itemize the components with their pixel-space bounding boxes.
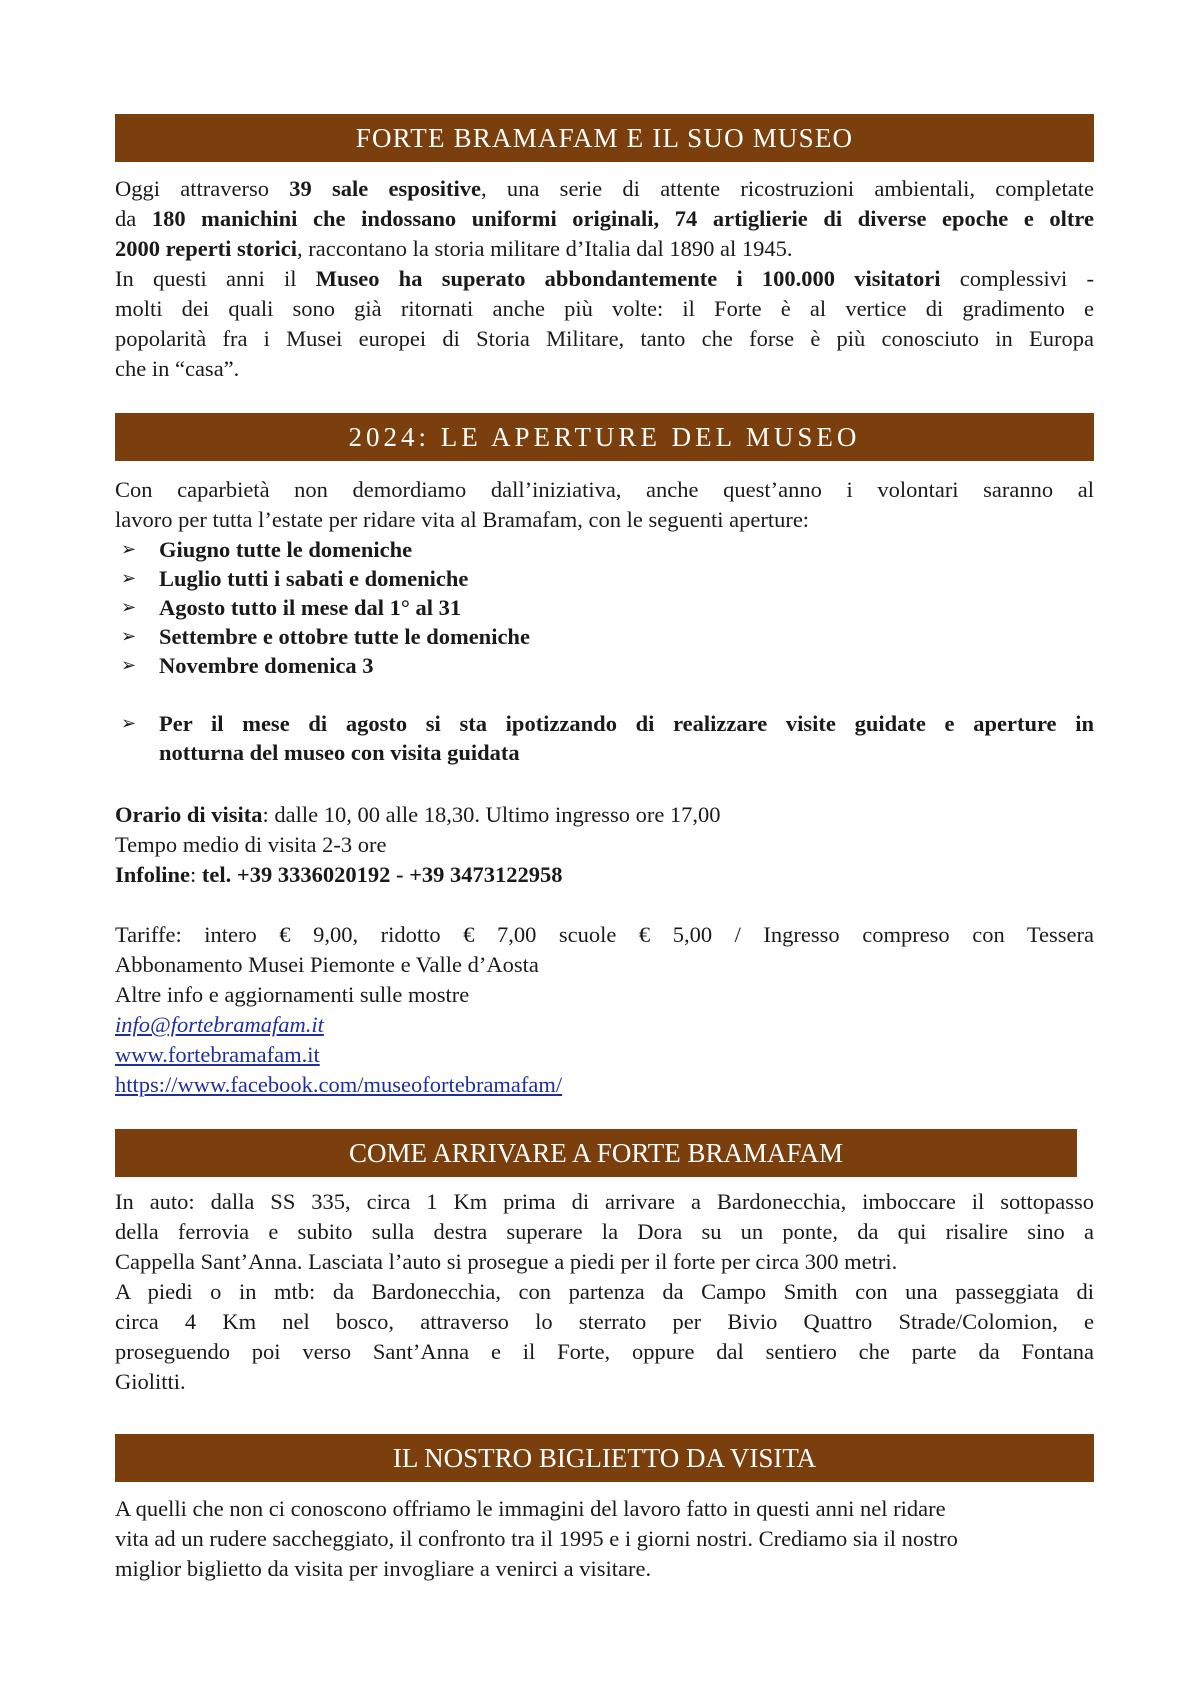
arrow-bullet-icon: ➢ — [121, 713, 137, 734]
openings-section — [115, 475, 1094, 767]
section-title: 2024: LE APERTURE DEL MUSEO — [348, 421, 861, 452]
website-link[interactable]: www.fortebramafam.it — [115, 1042, 320, 1067]
infoline-label: Infoline — [115, 862, 191, 887]
email-link[interactable]: info@fortebramafam.it — [115, 1012, 324, 1037]
list-item-text: Giugno tutte le domeniche — [159, 537, 413, 562]
text-line: popolarità fra i Musei europei di Storia Militare, tanto che forse è più conosciuto in Europa — [115, 326, 1094, 351]
list-item — [115, 564, 1094, 593]
text-line: Giolitti. — [115, 1369, 186, 1394]
arrow-bullet-icon: ➢ — [121, 597, 137, 618]
list-item — [115, 709, 1094, 767]
text: , una serie di attente ricostruzioni ambientali, completate — [481, 176, 1094, 201]
tariffs-and-links — [115, 920, 1094, 1100]
list-item — [115, 535, 1094, 564]
list-item-text: Agosto tutto il mese dal 1° al 31 — [159, 595, 462, 620]
arrow-bullet-icon: ➢ — [121, 539, 137, 560]
august-note — [115, 709, 1094, 767]
list-item-text: Per il mese di agosto si sta ipotizzando di realizzare visite guidate e aperture in — [159, 711, 1094, 736]
section-banner-museum — [115, 114, 1094, 162]
infoline-value: tel. +39 3336020192 - +39 3473122958 — [201, 862, 563, 887]
hours-value: : dalle 10, 00 alle 18,30. Ultimo ingresso ore 17,00 — [262, 802, 721, 827]
text-line: circa 4 Km nel bosco, attraverso lo sterrato per Bivio Quattro Strade/Colomion, e — [115, 1309, 1094, 1334]
text-line: proseguendo poi verso Sant’Anna e il Forte, oppure dal sentiero che parte da Fontana — [115, 1339, 1094, 1364]
arrow-bullet-icon: ➢ — [121, 626, 137, 647]
facebook-link[interactable]: https://www.facebook.com/museofortebramafam/ — [115, 1072, 563, 1097]
text-line: miglior biglietto da visita per invogliare a venirci a visitare. — [115, 1556, 652, 1581]
bold-text: 2000 reperti storici — [115, 236, 298, 261]
section-banner-directions — [115, 1129, 1077, 1177]
text-line: A quelli che non ci conoscono offriamo le immagini del lavoro fatto in questi anni nel ridare — [115, 1496, 946, 1521]
visit-duration: Tempo medio di visita 2-3 ore — [115, 832, 387, 857]
list-item — [115, 622, 1094, 651]
section-title: FORTE BRAMAFAM E IL SUO MUSEO — [355, 122, 854, 153]
section-title: IL NOSTRO BIGLIETTO DA VISITA — [392, 1442, 817, 1473]
text-line: lavoro per tutta l’estate per ridare vita al Bramafam, con le seguenti aperture: — [115, 507, 810, 532]
business-card-section — [115, 1494, 1094, 1584]
text-line — [115, 204, 1094, 234]
text: : — [190, 862, 202, 887]
visit-info — [115, 800, 1094, 890]
text: Oggi attraverso — [115, 176, 290, 201]
text-line: A piedi o in mtb: da Bardonecchia, con partenza da Campo Smith con una passeggiata di — [115, 1279, 1094, 1304]
text-line: molti dei quali sono già ritornati anche più volte: il Forte è al vertice di gradimento e — [115, 296, 1094, 321]
arrow-bullet-icon: ➢ — [121, 568, 137, 589]
section-banner-business-card — [115, 1434, 1094, 1482]
text-line: Cappella Sant’Anna. Lasciata l’auto si prosegue a piedi per il forte per circa 300 metri. — [115, 1249, 898, 1274]
text-line — [115, 234, 1094, 264]
list-item — [115, 651, 1094, 680]
opening-hours — [115, 800, 1094, 830]
bold-text: Museo ha superato abbondantemente i 100.000 visitatori — [315, 266, 941, 291]
text-line: In auto: dalla SS 335, circa 1 Km prima di arrivare a Bardonecchia, imboccare il sottopasso — [115, 1189, 1094, 1214]
text-line: che in “casa”. — [115, 356, 240, 381]
list-item-text: Luglio tutti i sabati e domeniche — [159, 566, 469, 591]
museum-description — [115, 174, 1094, 384]
list-item-text: notturna del museo con visita guidata — [159, 740, 520, 765]
hours-label: Orario di visita — [115, 802, 263, 827]
text: da — [115, 206, 152, 231]
text-line — [115, 264, 1094, 294]
arrow-bullet-icon: ➢ — [121, 655, 137, 676]
bold-text: 180 manichini che indossano uniformi originali, 74 artiglierie di diverse epoche e oltre — [151, 206, 1094, 231]
text-line: Con caparbietà non demordiamo dall’iniziativa, anche quest’anno i volontari saranno al — [115, 477, 1094, 502]
text: , raccontano la storia militare d’Italia dal 1890 al 1945. — [297, 236, 793, 261]
infoline — [115, 860, 1094, 890]
more-info-text: Altre info e aggiornamenti sulle mostre — [115, 982, 470, 1007]
text: complessivi - — [940, 266, 1094, 291]
text-line: Abbonamento Musei Piemonte e Valle d’Aosta — [115, 952, 539, 977]
bold-text: 39 sale espositive — [289, 176, 482, 201]
text-line: vita ad un rudere saccheggiato, il confronto tra il 1995 e i giorni nostri. Crediamo sia il nostro — [115, 1526, 958, 1551]
text: In questi anni il — [115, 266, 316, 291]
section-title: COME ARRIVARE A FORTE BRAMAFAM — [349, 1137, 843, 1168]
text-line: Tariffe: intero € 9,00, ridotto € 7,00 scuole € 5,00 / Ingresso compreso con Tessera — [115, 922, 1094, 947]
openings-list — [115, 535, 1094, 680]
directions-section — [115, 1187, 1094, 1397]
section-banner-openings — [115, 413, 1094, 461]
text-line: della ferrovia e subito sulla destra superare la Dora su un ponte, da qui risalire sino a — [115, 1219, 1094, 1244]
list-item-text: Settembre e ottobre tutte le domeniche — [159, 624, 530, 649]
list-item — [115, 593, 1094, 622]
text-line — [115, 174, 1094, 204]
list-item-text: Novembre domenica 3 — [159, 653, 374, 678]
